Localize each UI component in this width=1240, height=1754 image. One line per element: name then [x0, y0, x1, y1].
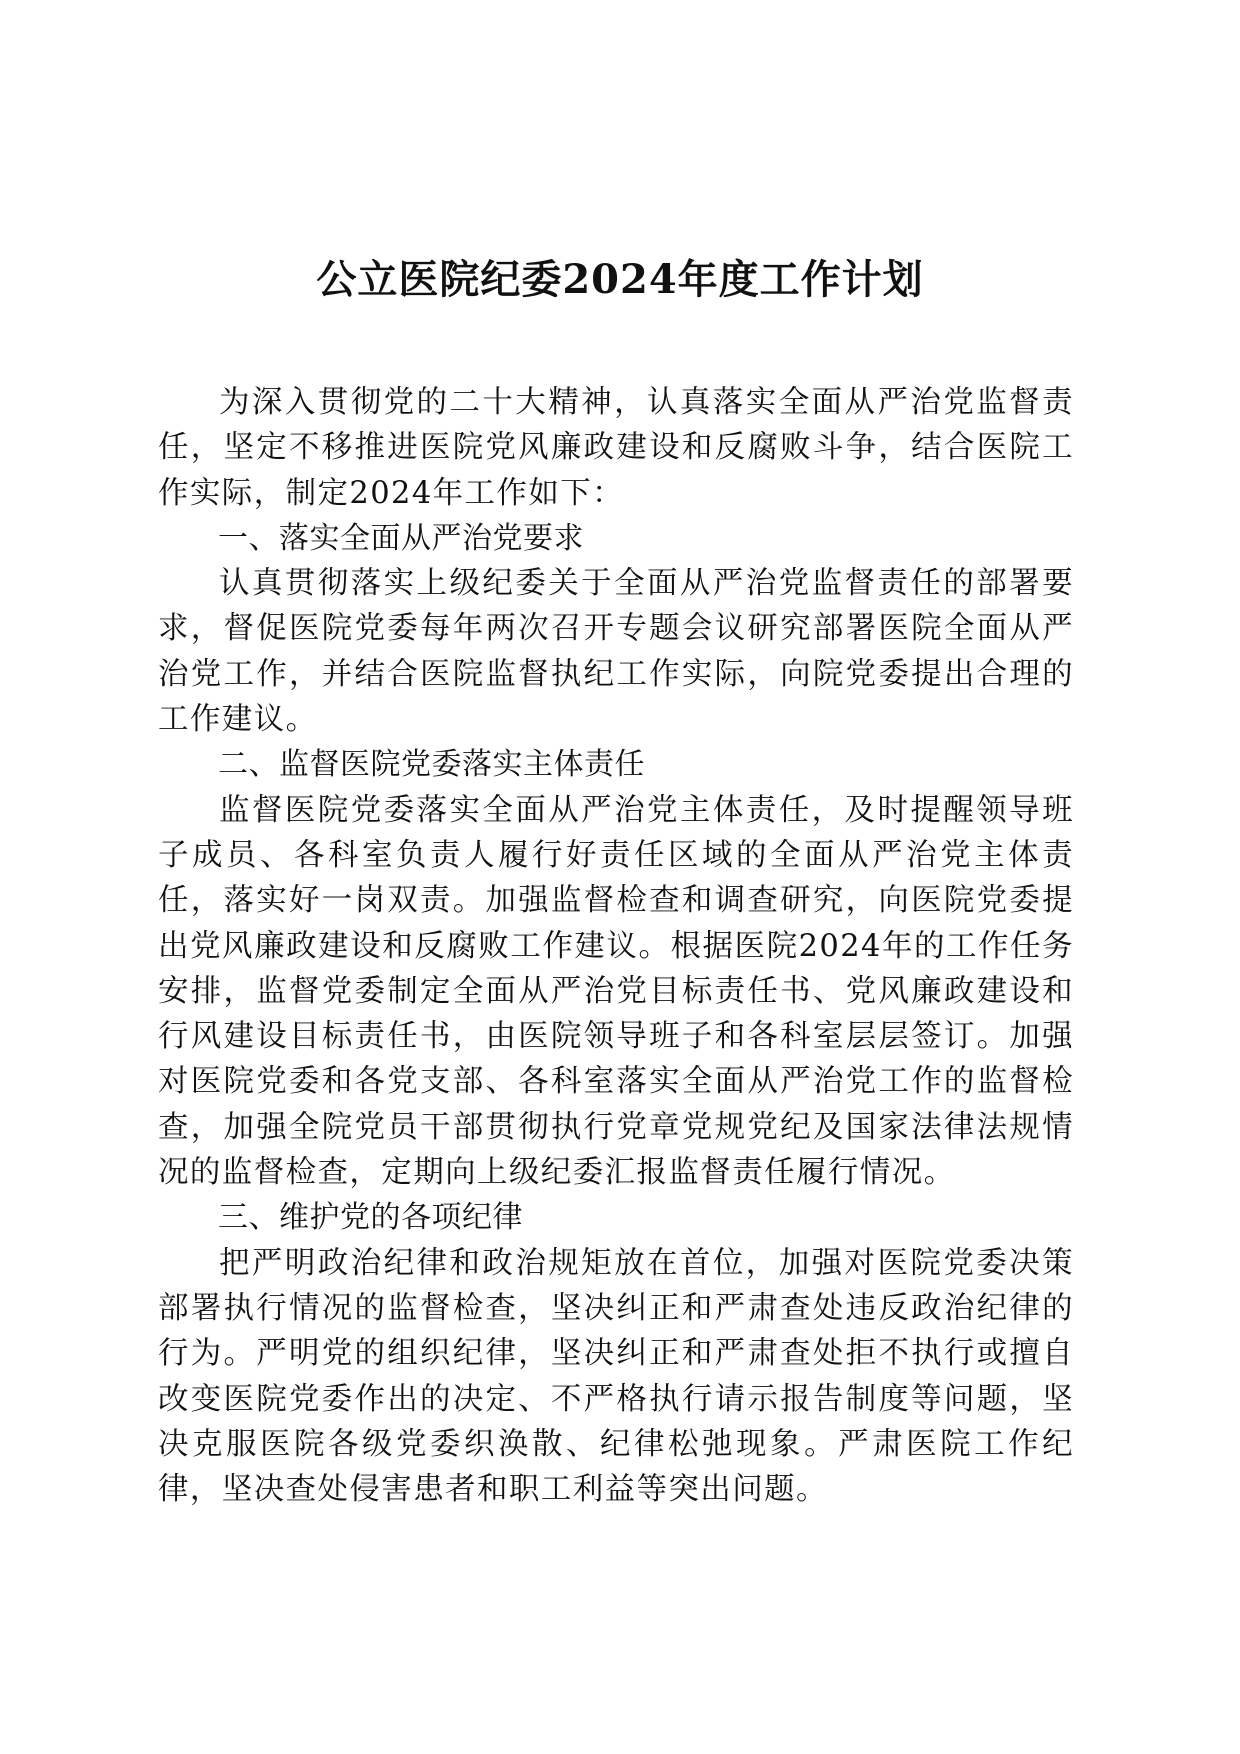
section-heading-1: 一、落实全面从严治党要求	[218, 520, 584, 556]
section-body-1: 认真贯彻落实上级纪委关于全面从严治党监督责任的部署要求，督促医院党委每年两次召开专题会议研究部署医院全面从严治党工作，并结合医院监督执纪工作实际，向院党委提出合理的工作建议。	[158, 566, 1074, 738]
document-title: 公立医院纪委2024年度工作计划	[316, 256, 924, 303]
document-body	[158, 380, 1074, 1512]
section-heading-3: 三、维护党的各项纪律	[218, 1200, 523, 1236]
section-body-3: 把严明政治纪律和政治规矩放在首位，加强对医院党委决策部署执行情况的监督检查，坚决纠正和严肃查处违反政治纪律的行为。严明党的组织纪律，坚决纠正和严肃查处拒不执行或擅自改变医院党委作出的决定、不严格执行请示报告制度等问题，坚决克服医院各级党委织涣散、纪律松弛现象。严肃医院工作纪律，坚决查处侵害患者和职工利益等突出问题。	[158, 1245, 1074, 1508]
section-heading-2: 二、监督医院党委落实主体责任	[218, 747, 645, 783]
section-body-2: 监督医院党委落实全面从严治党主体责任，及时提醒领导班子成员、各科室负责人履行好责任区域的全面从严治党主体责任，落实好一岗双责。加强监督检查和调查研究，向医院党委提出党风廉政建设和反腐败工作建议。根据医院2024年的工作任务安排，监督党委制定全面从严治党目标责任书、党风廉政建设和行风建设目标责任书，由医院领导班子和各科室层层签订。加强对医院党委和各党支部、各科室落实全面从严治党工作的监督检查，加强全院党员干部贯彻执行党章党规党纪及国家法律法规情况的监督检查，定期向上级纪委汇报监督责任履行情况。	[158, 792, 1074, 1191]
intro-paragraph: 为深入贯彻党的二十大精神，认真落实全面从严治党监督责任，坚定不移推进医院党风廉政建设和反腐败斗争，结合医院工作实际，制定2024年工作如下：	[158, 385, 1074, 511]
